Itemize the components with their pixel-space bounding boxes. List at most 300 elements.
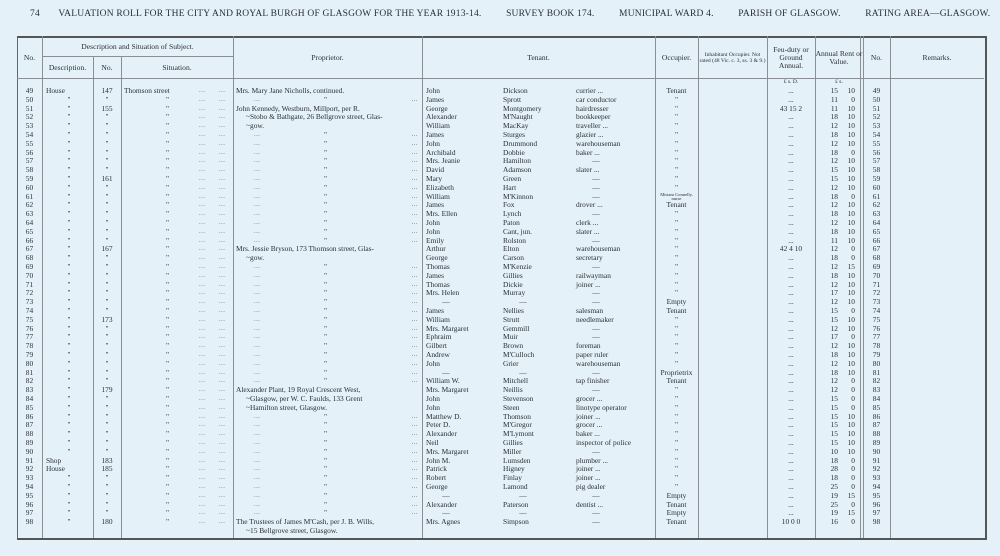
rent-shillings: 10 — [847, 279, 855, 289]
leader-dots: ... — [219, 148, 226, 156]
situation-ditto: " — [166, 130, 170, 139]
feu-duty: ... — [788, 314, 794, 324]
proprietor-ditto: " — [324, 482, 328, 491]
street-number: " — [105, 420, 109, 430]
leader-dots: ... — [254, 280, 261, 288]
situation-ditto: " — [166, 464, 170, 474]
tenant-first-name: James — [426, 306, 445, 315]
description: " — [67, 182, 71, 192]
occupier: " — [674, 156, 679, 166]
tenant-surname: Sturges — [503, 130, 526, 139]
row-number: 81 — [25, 367, 34, 377]
rent-shillings: 10 — [847, 314, 855, 324]
occupier: " — [674, 235, 679, 245]
situation-ditto: " — [166, 508, 170, 518]
row-number-right: 68 — [872, 253, 881, 263]
feu-duty: ... — [788, 438, 794, 447]
tenant-first-name: Emily — [426, 235, 445, 245]
situation-ditto: " — [166, 94, 170, 104]
tenant-occupation: grocer ... — [576, 394, 603, 403]
leader-dots: ... — [219, 342, 226, 350]
occupier: " — [674, 411, 679, 421]
description: Shop — [46, 455, 62, 465]
feu-duty: ... — [788, 226, 794, 236]
situation-ditto: " — [166, 455, 170, 465]
tenant-first-name: — — [442, 297, 450, 307]
leader-dots: ... — [254, 447, 261, 455]
leader-dots: ... — [199, 227, 206, 235]
description: " — [67, 376, 71, 386]
row-number-right: 93 — [872, 473, 881, 483]
occupier: Tenant — [666, 200, 687, 210]
situation-ditto: " — [166, 420, 170, 430]
tenant-occupation: — — [592, 517, 600, 527]
occupier: " — [674, 358, 679, 368]
rent-pounds: 16 — [830, 517, 838, 527]
tenant-surname: Gillies — [503, 438, 523, 447]
rent-shillings: 10 — [847, 218, 855, 227]
row-number-right: 53 — [872, 121, 881, 131]
tenant-occupation: traveller ... — [576, 121, 609, 131]
occupier: " — [674, 218, 679, 227]
row-number: 84 — [25, 394, 34, 403]
leader-dots: ... — [199, 280, 206, 288]
rent-pounds: 12 — [830, 182, 838, 192]
leader-dots: ... — [411, 447, 418, 455]
leader-dots: ... — [219, 122, 226, 130]
tenant-surname: Lumsden — [503, 455, 531, 465]
description: " — [67, 147, 71, 157]
description: " — [67, 270, 71, 280]
leader-dots: ... — [219, 166, 226, 174]
feu-duty: ... — [788, 182, 794, 192]
feu-duty: ... — [788, 323, 794, 333]
leader-dots: ... — [411, 148, 418, 156]
tenant-surname: Drummond — [503, 138, 538, 148]
street-number: " — [105, 262, 109, 271]
street-number: 155 — [101, 103, 113, 113]
rent-shillings: 10 — [847, 112, 855, 122]
row-number-right: 73 — [872, 297, 881, 307]
rent-shillings: 10 — [847, 130, 855, 139]
description: " — [67, 358, 71, 368]
situation-ditto: " — [166, 332, 170, 342]
feu-duty: ... — [788, 138, 794, 148]
situation-ditto: " — [166, 218, 170, 227]
parish: PARISH OF GLASGOW. — [738, 9, 841, 19]
street-number: " — [105, 218, 109, 227]
tenant-surname: Thomson — [503, 411, 531, 421]
proprietor-continuation: ~15 Bellgrove street, Glasgow. — [246, 526, 338, 535]
leader-dots: ... — [254, 166, 261, 174]
tenant-surname: Hamilton — [503, 156, 531, 166]
proprietor-ditto: " — [324, 341, 328, 351]
rent-shillings: 10 — [847, 438, 855, 447]
situation — [124, 87, 232, 96]
occupier: " — [674, 262, 679, 271]
leader-dots: ... — [254, 131, 261, 138]
leader-dots: ... — [219, 95, 226, 103]
header-situation: Situation. — [162, 62, 192, 72]
tenant-first-name: Peter D. — [426, 420, 451, 430]
tenant-occupation: paper ruler — [576, 350, 609, 359]
row-number: 65 — [25, 226, 34, 236]
leader-dots: ... — [254, 227, 261, 235]
proprietor-ditto: " — [324, 288, 328, 298]
row-number: 76 — [25, 323, 34, 333]
rent-shillings: 10 — [847, 323, 855, 333]
row-number-right: 60 — [872, 182, 881, 192]
proprietor-ditto: " — [324, 165, 328, 175]
feu-duty: ... — [788, 394, 794, 403]
leader-dots: ... — [254, 271, 261, 279]
tenant-first-name: John — [426, 218, 440, 227]
leader-dots: ... — [411, 500, 418, 508]
tenant-occupation: — — [592, 174, 600, 183]
leader-dots: ... — [411, 95, 418, 103]
tenant-surname: — — [519, 297, 527, 307]
proprietor-ditto: " — [324, 358, 328, 368]
situation-ditto: " — [166, 411, 170, 421]
proprietor-ditto: " — [324, 262, 328, 271]
leader-dots: ... — [411, 412, 418, 420]
leader-dots: ... — [219, 236, 226, 244]
row-number: 74 — [25, 306, 34, 315]
leader-dots: ... — [219, 227, 226, 235]
description: " — [67, 138, 71, 148]
row-number-right: 61 — [872, 191, 881, 201]
leader-dots: ... — [411, 430, 418, 438]
situation-ditto: " — [166, 367, 170, 377]
tenant-surname: M'Kenzie — [503, 262, 532, 271]
tenant-surname: Simpson — [503, 517, 529, 527]
header-description: Description. — [48, 62, 87, 72]
leader-dots: ... — [411, 307, 418, 314]
description: " — [67, 262, 71, 271]
rent-shillings: 10 — [847, 226, 855, 236]
rent-pounds: 15 — [830, 394, 838, 403]
tenant-first-name: James — [426, 130, 445, 139]
situation-ditto: " — [166, 499, 170, 509]
occupier: Empty — [666, 490, 687, 500]
tenant-occupation: joiner ... — [576, 464, 601, 474]
tenant-first-name: Alexander — [426, 429, 457, 439]
proprietor-ditto: " — [324, 130, 328, 139]
tenant-occupation: — — [592, 288, 600, 298]
row-number-right: 79 — [872, 350, 881, 359]
occupier: Proprietrix — [660, 367, 693, 377]
feu-duty: ... — [788, 499, 794, 509]
feu-duty: ... — [788, 367, 794, 377]
leader-dots: ... — [199, 509, 206, 517]
situation-ditto: " — [166, 385, 170, 395]
leader-dots: ... — [411, 342, 418, 350]
leader-dots: ... — [219, 183, 226, 191]
situation-ditto: " — [166, 103, 170, 113]
leader-dots: ... — [219, 491, 226, 499]
occupier: " — [674, 446, 679, 456]
leader-dots: ... — [411, 289, 418, 297]
description: " — [67, 235, 71, 245]
leader-dots: ... — [199, 139, 206, 147]
rent-shillings: 10 — [847, 411, 855, 421]
feu-duty: ... — [788, 288, 794, 298]
rent-pounds: 12 — [830, 376, 838, 386]
header-number: No. — [101, 62, 113, 72]
street-number: 147 — [101, 86, 113, 95]
description: " — [67, 244, 71, 254]
leader-dots: ... — [254, 148, 261, 156]
rent-shillings: 10 — [847, 297, 855, 307]
proprietor-continuation: ~Glasgow, per W. C. Faulds, 133 Grent — [246, 394, 363, 403]
proprietor-text: Alexander Plant, 19 Royal Crescent West, — [236, 385, 361, 395]
street-number: " — [105, 429, 109, 439]
feu-duty: ... — [788, 200, 794, 210]
street-number: " — [105, 402, 109, 412]
tenant-occupation: slater ... — [576, 226, 600, 236]
rent-shillings: 10 — [847, 86, 855, 95]
tenant-occupation: inspector of police — [576, 438, 632, 447]
occupier: " — [674, 226, 679, 236]
tenant-surname: M'Lymont — [503, 429, 534, 439]
situation-ditto: " — [166, 376, 170, 386]
tenant-occupation: pig dealer — [576, 482, 606, 491]
rent-pounds: 15 — [830, 306, 838, 315]
rent-shillings: 0 — [851, 376, 855, 386]
row-number-right: 51 — [872, 103, 881, 113]
situation-ditto: " — [166, 438, 170, 447]
rent-shillings: 10 — [847, 156, 855, 166]
proprietor-ditto: " — [324, 367, 328, 377]
street-number: " — [105, 121, 109, 131]
occupier: " — [674, 121, 679, 131]
tenant-occupation: — — [592, 182, 600, 192]
row-number: 55 — [25, 138, 34, 148]
row-number-right: 86 — [872, 411, 881, 421]
rent-pounds: 12 — [830, 138, 838, 148]
description: " — [67, 130, 71, 139]
street-number: " — [105, 332, 109, 342]
leader-dots: ... — [219, 263, 226, 270]
feu-duty: ... — [788, 385, 794, 395]
header-inhabitant-occupier: Inhabitant Occupier. Not rated (48 Vic. c. 3, ss. 3 & 9.) — [699, 51, 766, 64]
occupier: " — [674, 438, 679, 447]
leader-dots: ... — [199, 192, 206, 200]
rent-shillings: 10 — [847, 209, 855, 219]
rent-pounds: 12 — [830, 262, 838, 271]
tenant-first-name: Mrs. Agnes — [426, 517, 461, 527]
row-number-right: 89 — [872, 438, 881, 447]
occupier: " — [674, 323, 679, 333]
table-row — [0, 509, 1000, 518]
tenant-first-name: George — [426, 253, 448, 263]
rent-pounds: 15 — [830, 314, 838, 324]
leader-dots: ... — [254, 175, 261, 182]
occupier: " — [674, 279, 679, 289]
row-number: 62 — [25, 200, 34, 210]
description: " — [67, 429, 71, 439]
tenant-occupation: — — [592, 367, 600, 377]
table-row — [0, 369, 1000, 378]
tenant-first-name: George — [426, 103, 448, 113]
tenant-surname: M'Naught — [503, 112, 533, 122]
leader-dots: ... — [219, 131, 226, 138]
tenant-occupation: — — [592, 156, 600, 166]
leader-dots: ... — [199, 368, 206, 376]
feu-units: £ s. D. — [783, 79, 799, 86]
leader-dots: ... — [219, 456, 226, 464]
tenant-first-name: Mrs. Jeanie — [426, 156, 461, 166]
proprietor-continuation: ~Hamilton street, Glasgow. — [246, 402, 328, 412]
row-number: 68 — [25, 253, 34, 263]
street-number: " — [105, 446, 109, 456]
tenant-surname: Dickson — [503, 86, 528, 95]
leader-dots: ... — [199, 403, 206, 411]
row-number: 82 — [25, 376, 34, 386]
row-number-right: 98 — [872, 517, 881, 527]
tenant-occupation: slater ... — [576, 165, 600, 175]
rent-pounds: 12 — [830, 244, 838, 254]
tenant-surname: Elton — [503, 244, 520, 254]
row-number: 85 — [25, 402, 34, 412]
situation-ditto: " — [166, 394, 170, 403]
rent-shillings: 10 — [847, 200, 855, 210]
rent-pounds: 18 — [830, 270, 838, 280]
rent-pounds: 12 — [830, 279, 838, 289]
occupier: Tenant — [666, 86, 687, 95]
situation-ditto: " — [166, 121, 170, 131]
proprietor-ditto: " — [324, 94, 328, 104]
leader-dots: ... — [199, 298, 206, 306]
tenant-occupation: drover ... — [576, 200, 603, 210]
feu-duty: ... — [788, 508, 794, 518]
row-number-right: 70 — [872, 270, 881, 280]
row-number: 89 — [25, 438, 34, 447]
proprietor-ditto: " — [324, 218, 328, 227]
leader-dots: ... — [254, 368, 261, 376]
leader-dots: ... — [411, 131, 418, 138]
situation-ditto: " — [166, 473, 170, 483]
tenant-occupation: — — [592, 332, 600, 342]
table-row — [0, 386, 1000, 395]
rent-pounds: 12 — [830, 323, 838, 333]
tenant-surname: — — [519, 508, 527, 518]
proprietor-ditto: " — [324, 473, 328, 483]
row-number-right: 81 — [872, 367, 881, 377]
occupier: " — [674, 130, 679, 139]
rent-pounds: 19 — [830, 490, 838, 500]
row-number-right: 57 — [872, 156, 881, 166]
tenant-occupation: needlemaker — [576, 314, 614, 324]
situation-ditto: " — [166, 429, 170, 439]
tenant-surname: Dickie — [503, 279, 523, 289]
leader-dots: ... — [219, 175, 226, 182]
street-number: " — [105, 165, 109, 175]
leader-dots: ... — [254, 324, 261, 332]
street-number: " — [105, 473, 109, 483]
table-row — [0, 448, 1000, 457]
occupier: " — [674, 350, 679, 359]
row-number: 72 — [25, 288, 34, 298]
occupier: " — [674, 182, 679, 192]
rent-shillings: 0 — [851, 244, 855, 254]
street-number: " — [105, 156, 109, 166]
leader-dots: ... — [254, 263, 261, 270]
occupier: " — [674, 147, 679, 157]
row-number: 94 — [25, 482, 34, 491]
street-number: " — [105, 376, 109, 386]
street-number: " — [105, 112, 109, 122]
tenant-first-name: Thomas — [426, 262, 450, 271]
tenant-surname: M'Kinnon — [503, 191, 534, 201]
leader-dots: ... — [254, 359, 261, 367]
street-number: " — [105, 306, 109, 315]
rent-shillings: 15 — [847, 262, 855, 271]
row-number-right: 64 — [872, 218, 881, 227]
rent-pounds: 12 — [830, 121, 838, 131]
leader-dots: ... — [411, 183, 418, 191]
street-number: " — [105, 482, 109, 491]
row-number-right: 76 — [872, 323, 881, 333]
leader-dots: ... — [219, 377, 226, 385]
proprietor — [236, 87, 420, 96]
description: " — [67, 209, 71, 219]
occupier: " — [674, 253, 679, 263]
tenant-first-name: William — [426, 121, 450, 131]
rent-shillings: 10 — [847, 288, 855, 298]
row-number-right: 49 — [872, 86, 881, 95]
description: " — [67, 306, 71, 315]
tenant-occupation: plumber ... — [576, 455, 609, 465]
leader-dots: ... — [199, 474, 206, 482]
tenant-occupation: foreman — [576, 341, 601, 351]
feu-duty: ... — [788, 482, 794, 491]
tenant-surname: Green — [503, 174, 522, 183]
leader-dots: ... — [411, 271, 418, 279]
leader-dots: ... — [254, 412, 261, 420]
occupier: Tenant — [666, 376, 687, 386]
row-number-right: 77 — [872, 332, 881, 342]
leader-dots: ... — [199, 104, 206, 112]
tenant-occupation: — — [592, 446, 600, 456]
occupier: " — [674, 165, 679, 175]
street-number: " — [105, 508, 109, 518]
tenant-surname: M'Culloch — [503, 350, 535, 359]
leader-dots: ... — [219, 359, 226, 367]
row-number-right: 94 — [872, 482, 881, 491]
occupier: " — [674, 420, 679, 430]
feu-duty: ... — [788, 464, 794, 474]
leader-dots: ... — [411, 421, 418, 429]
street-number: " — [105, 94, 109, 104]
feu-duty: ... — [788, 147, 794, 157]
tenant-occupation: hairdresser — [576, 103, 609, 113]
feu-duty: 10 0 0 — [781, 517, 801, 527]
street-number: " — [105, 323, 109, 333]
rent-shillings: 0 — [851, 306, 855, 315]
street-number: " — [105, 279, 109, 289]
leader-dots: ... — [219, 219, 226, 226]
situation-ditto: " — [166, 482, 170, 491]
occupier: " — [674, 174, 679, 183]
tenant-occupation: — — [592, 191, 600, 201]
leader-dots: ... — [199, 271, 206, 279]
leader-dots: ... — [199, 395, 206, 402]
proprietor-ditto: " — [324, 314, 328, 324]
tenant-occupation: glazier ... — [576, 130, 604, 139]
rent-pounds: 11 — [830, 103, 838, 113]
row-number: 54 — [25, 130, 34, 139]
